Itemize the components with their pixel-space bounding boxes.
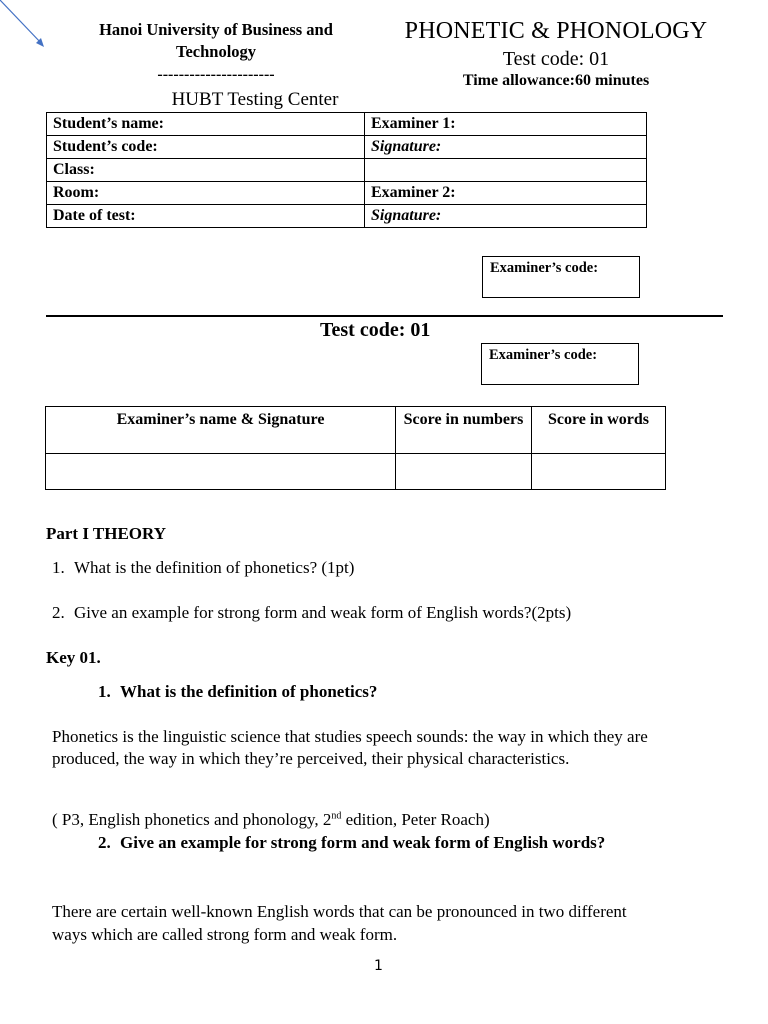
table-row [47,136,647,159]
time-allowance: Time allowance:60 minutes [462,72,650,89]
header-test-code: Test code: 01 [502,48,610,70]
answer-1-text: Phonetics is the linguistic science that studies speech sounds: the way in which they are produced, the way in which they’re perceived, their physical characteristics. [52,727,648,768]
score-words-header: Score in words [532,407,666,454]
header-dash-line: ---------------------- [157,66,275,83]
table-row [47,113,647,136]
part-title: Part I THEORY [46,524,166,543]
signature2-label: Signature: [365,205,647,228]
examiner1-label: Examiner 1: [365,113,647,136]
examiner-code-box: Examiner’s code: [481,343,639,385]
question-text: What is the definition of phonetics? (1pt) [74,558,355,577]
university-name: Hanoi University of Business and Technology [99,20,333,61]
test-code-repeat: Test code: 01 [320,319,431,341]
answer-number: 1. [98,682,111,701]
table-header-row [46,407,666,454]
student-code-label: Student’s code: [47,136,365,159]
score-words-cell [532,454,666,490]
question-1 [52,558,354,578]
answer-heading-text: Give an example for strong form and weak form of English words? [120,833,606,852]
question-2 [52,603,571,623]
answer-2-heading [98,832,638,855]
question-text: Give an example for strong form and weak form of English words?(2pts) [74,603,572,622]
key-title: Key 01. [46,648,101,667]
examiner-code-box: Examiner’s code: [482,256,640,298]
student-info-table [46,112,647,228]
examiner-name-cell [46,454,396,490]
source-text: ( P3, English phonetics and phonology, 2 [52,810,332,829]
page-number: 1 [374,958,383,974]
diagonal-arrow-icon [0,0,50,50]
table-row [47,159,647,182]
source-superscript: nd [331,810,342,822]
exam-title: PHONETIC & PHONOLOGY [404,18,708,44]
answer-1-source [52,810,490,830]
table-row [47,182,647,205]
answer-1-heading [98,682,377,702]
divider-line [46,315,723,317]
class-label: Class: [47,159,365,182]
examiner2-label: Examiner 2: [365,182,647,205]
score-numbers-cell [396,454,532,490]
signature1-label: Signature: [365,136,647,159]
testing-center-name: HUBT Testing Center [171,89,339,110]
answer-heading-text: What is the definition of phonetics? [120,682,378,701]
room-label: Room: [47,182,365,205]
score-table [45,406,666,490]
answer-2-text: There are certain well-known English words that can be pronounced in two different ways which are called strong form and weak form. [52,902,627,944]
date-of-test-label: Date of test: [47,205,365,228]
table-row [46,454,666,490]
question-number: 2. [52,603,65,622]
source-text-end: edition, Peter Roach) [341,810,490,829]
question-number: 1. [52,558,65,577]
empty-cell [365,159,647,182]
score-numbers-header: Score in numbers [396,407,532,454]
answer-number: 2. [98,833,111,852]
examiner-name-header: Examiner’s name & Signature [46,407,396,454]
student-name-label: Student’s name: [47,113,365,136]
table-row [47,205,647,228]
